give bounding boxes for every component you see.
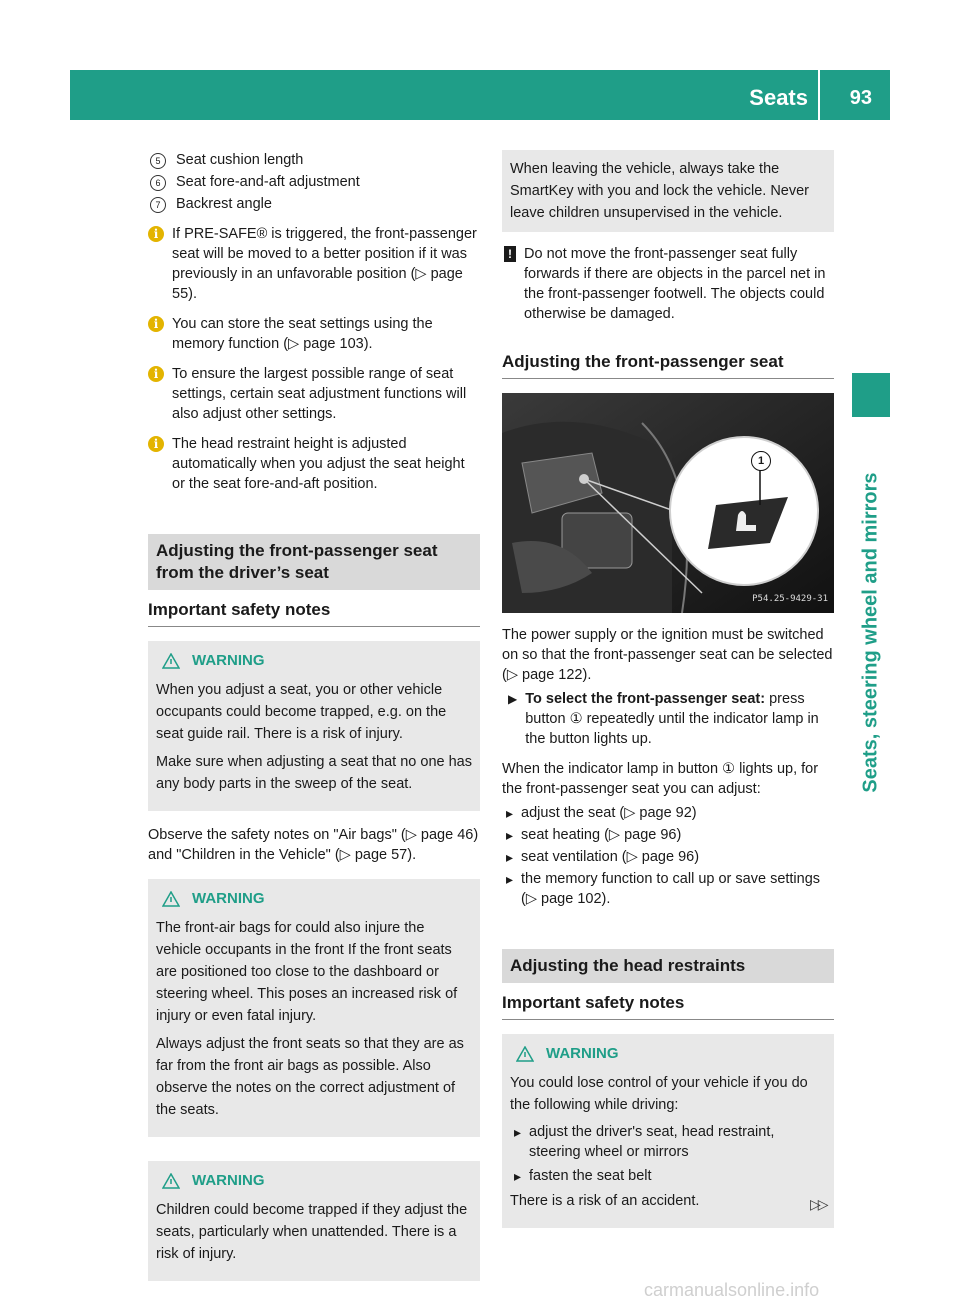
info-note: i The head restraint height is adjusted automatically when you adjust the seat height or the seat fore-and-aft position. [148, 434, 480, 494]
info-note: i To ensure the largest possible range of seat settings, certain seat adjustment functions will also adjust other settings. [148, 364, 480, 424]
watermark: carmanualsonline.info [644, 1280, 820, 1300]
chapter-title: Seats [749, 70, 820, 120]
subheading: Important safety notes [148, 590, 480, 627]
bullet-icon: ▸ [514, 1124, 522, 1140]
info-icon: i [148, 366, 164, 382]
list-item: ▸ seat ventilation (▷ page 96) [506, 849, 700, 865]
info-icon: i [148, 436, 164, 452]
subheading: Adjusting the front-passenger seat [502, 342, 834, 379]
indicator-text: When the indicator lamp in button ① lights up, for the front-passenger seat you can adjust: [502, 761, 819, 797]
side-tab-label: Seats, steering wheel and mirrors [859, 472, 882, 793]
observe-text: Observe the safety notes on "Air bags" (▷ page 46) and "Children in the Vehicle" (▷ page 57). [148, 827, 479, 863]
number-circle-icon: 5 [150, 153, 166, 169]
exclamation-icon: ! [504, 246, 516, 262]
bullet-icon: ▸ [506, 805, 514, 821]
warning-box: WARNING The front-air bags for could also injure the vehicle occupants in the front If the front seats are positioned too close to the dashboard or steering wheel. This poses an increased risk of injury or even fatal injury. Always adjust the front seats so that they are as far from the front air bags as possible. Also observe the notes on the correct adjustment of the seats. [148, 879, 480, 1137]
number-circle-icon: 7 [150, 197, 166, 213]
list-item: ▸ adjust the seat (▷ page 92) [506, 805, 697, 821]
bullet-icon: ▸ [506, 827, 514, 843]
right-column [502, 150, 834, 1242]
warning-box: WARNING Children could become trapped if they adjust the seats, particularly when unattended. There is a risk of injury. [148, 1161, 480, 1281]
caution-note: ! Do not move the front-passenger seat fully forwards if there are objects in the parcel net in the front-passenger footwell. The objects could otherwise be damaged. [502, 244, 834, 324]
warning-header: WARNING [162, 1171, 472, 1191]
callout-number-1: 1 [751, 451, 771, 471]
warning-triangle-icon [162, 653, 180, 669]
door-panel-illustration [502, 393, 834, 613]
power-supply-text: The power supply or the ignition must be switched on so that the front-passenger seat can be selected (▷ page 122). [502, 627, 833, 683]
numbered-item: 6 Seat fore-and-aft adjustment [148, 172, 480, 192]
warning-box: WARNING You could lose control of your vehicle if you do the following while driving: ▸ adjust the driver's seat, head restraint, steering wheel or mirrors ▸ fasten the seat belt There is a risk of an accident. [502, 1034, 834, 1228]
list-item: ▸ seat heating (▷ page 96) [506, 827, 682, 843]
figure-code: P54.25-9429-31 [752, 594, 828, 604]
left-column [148, 150, 480, 1295]
bullet-icon: ▸ [506, 871, 514, 887]
warning-triangle-icon [516, 1046, 534, 1062]
bullet-icon: ▸ [514, 1168, 522, 1184]
bullet-icon: ▸ [506, 849, 514, 865]
info-note: i If PRE-SAFE® is triggered, the front-passenger seat will be moved to a better position if it was previously in an unfavorable position (▷ page 55). [148, 224, 480, 304]
number-circle-icon: 6 [150, 175, 166, 191]
arrow-right-icon: ▶ [508, 692, 518, 706]
numbered-item: 7 Backrest angle [148, 194, 480, 214]
continue-arrow-icon: ▷▷ [810, 1196, 826, 1212]
door-panel-figure [502, 393, 834, 613]
note-box: When leaving the vehicle, always take the SmartKey with you and lock the vehicle. Never leave children unsupervised in the vehicle. [502, 150, 834, 232]
warning-header: WARNING [162, 889, 472, 909]
side-tab-marker [852, 373, 890, 417]
warning-header: WARNING [516, 1044, 826, 1064]
warning-triangle-icon [162, 891, 180, 907]
numbered-item: 5 Seat cushion length [148, 150, 480, 170]
info-note: i You can store the seat settings using the memory function (▷ page 103). [148, 314, 480, 354]
warning-box: WARNING When you adjust a seat, you or other vehicle occupants could become trapped, e.g. on the seat guide rail. There is a risk of injury. Make sure when adjusting a seat that no one has any body parts in the sweep of the seat. [148, 641, 480, 811]
info-icon: i [148, 316, 164, 332]
warning-header: WARNING [162, 651, 472, 671]
section-title: Adjusting the head restraints [502, 949, 834, 983]
list-item: ▸ adjust the driver's seat, head restraint, steering wheel or mirrors [514, 1124, 775, 1160]
action-step: ▶ To select the front-passenger seat: press button ① repeatedly until the indicator lamp in the button lights up. [508, 691, 819, 747]
subheading: Important safety notes [502, 983, 834, 1020]
list-item: ▸ the memory function to call up or save settings (▷ page 102). [506, 871, 821, 907]
list-item: ▸ fasten the seat belt [514, 1168, 652, 1184]
info-icon: i [148, 226, 164, 242]
warning-triangle-icon [162, 1173, 180, 1189]
header-bar [70, 70, 890, 120]
section-title: Adjusting the front-passenger seat from the driver’s seat [148, 534, 480, 590]
page-number: 93 [849, 87, 872, 109]
